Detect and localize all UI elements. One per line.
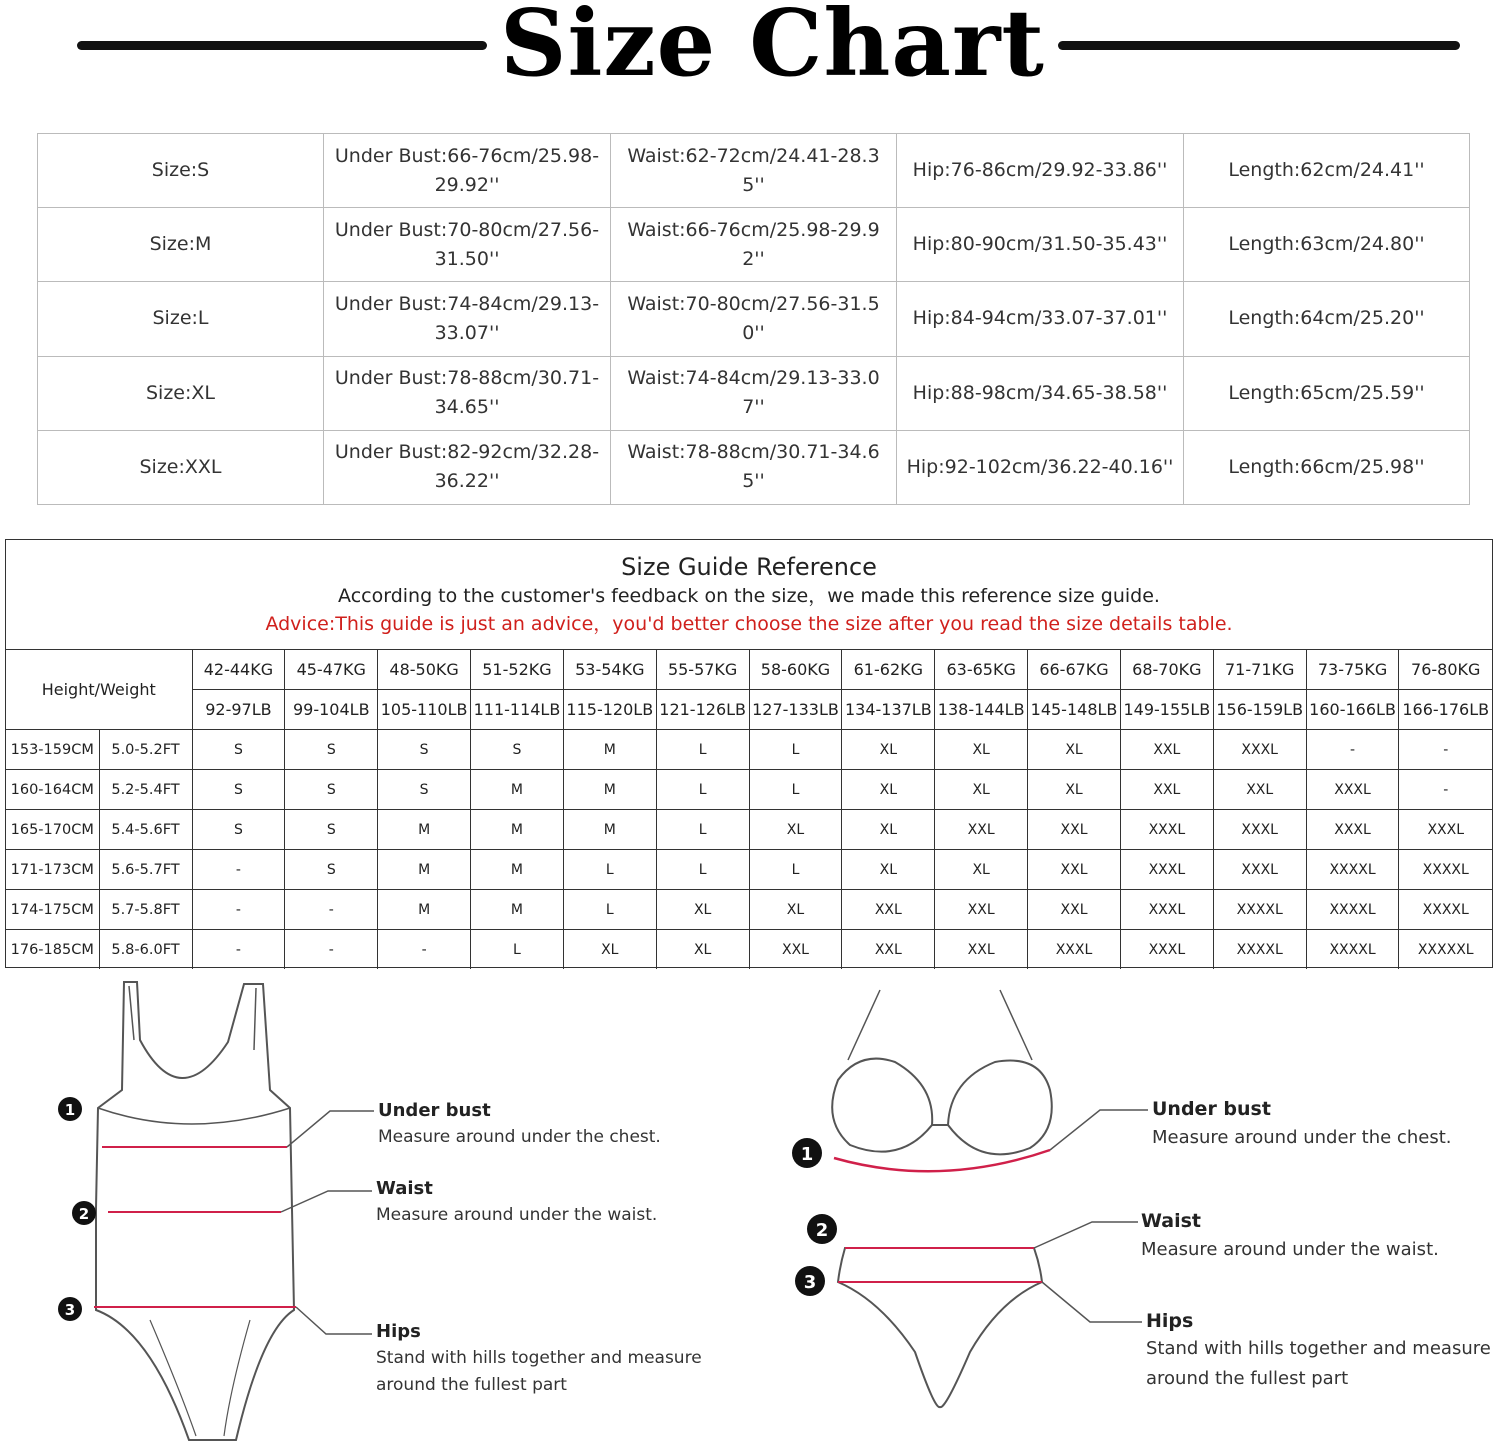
recommended-size-cell: XXL	[1120, 730, 1213, 770]
page-header	[0, 0, 1500, 100]
recommended-size-cell: XXL	[1120, 770, 1213, 810]
weight-kg-header: 73-75KG	[1306, 650, 1399, 690]
measurement-cell: Length:62cm/24.41''	[1184, 134, 1470, 208]
measurement-cell: Hip:92-102cm/36.22-40.16''	[897, 430, 1184, 504]
right-under-bust-label	[1152, 1096, 1451, 1153]
recommended-size-cell: -	[1306, 730, 1399, 770]
right-hips-title: Hips	[1146, 1310, 1194, 1332]
recommended-size-cell: M	[471, 810, 564, 850]
recommended-size-cell: L	[563, 850, 656, 890]
weight-lb-header: 92-97LB	[192, 690, 285, 730]
size-label-cell: Size:S	[38, 134, 324, 208]
height-ft-cell: 5.8-6.0FT	[99, 930, 192, 970]
recommended-size-cell: -	[285, 930, 378, 970]
recommended-size-cell: M	[563, 810, 656, 850]
size-guide-table	[6, 650, 1492, 969]
svg-text:1: 1	[64, 1101, 76, 1119]
weight-kg-header: 58-60KG	[749, 650, 842, 690]
measurement-cell: Under Bust:70-80cm/27.56-31.50''	[324, 208, 611, 282]
svg-text:3: 3	[64, 1301, 76, 1319]
recommended-size-cell: XXXL	[1120, 810, 1213, 850]
recommended-size-cell: L	[656, 810, 749, 850]
measurement-cell: Under Bust:74-84cm/29.13-33.07''	[324, 282, 611, 356]
recommended-size-cell: XL	[842, 850, 935, 890]
recommended-size-cell: -	[1399, 730, 1492, 770]
weight-lb-header: 138-144LB	[935, 690, 1028, 730]
weight-lb-header: 149-155LB	[1120, 690, 1213, 730]
right-under-bust-leader	[1050, 1110, 1148, 1150]
weight-kg-row	[6, 650, 1492, 690]
height-cm-cell: 174-175CM	[6, 890, 99, 930]
weight-kg-header: 42-44KG	[192, 650, 285, 690]
recommended-size-cell: XXXL	[1120, 890, 1213, 930]
svg-text:1: 1	[800, 1144, 814, 1165]
weight-lb-header: 156-159LB	[1213, 690, 1306, 730]
recommended-size-cell: L	[749, 850, 842, 890]
recommended-size-cell: XL	[1028, 770, 1121, 810]
right-waist-title: Waist	[1141, 1210, 1202, 1232]
measurement-cell: Length:63cm/24.80''	[1184, 208, 1470, 282]
height-cm-cell: 160-164CM	[6, 770, 99, 810]
left-waist-label	[376, 1176, 657, 1229]
right-under-bust-desc: Measure around under the chest.	[1152, 1127, 1452, 1148]
size-guide-subtitle: According to the customer's feedback on the size，we made this reference size guide.	[338, 585, 1160, 607]
recommended-size-cell: XXXL	[1028, 930, 1121, 970]
recommended-size-cell: XL	[842, 770, 935, 810]
measurement-cell: Waist:66-76cm/25.98-29.92''	[611, 208, 897, 282]
recommended-size-cell: XXXXL	[1399, 850, 1492, 890]
weight-lb-header: 115-120LB	[563, 690, 656, 730]
height-ft-cell: 5.0-5.2FT	[99, 730, 192, 770]
right-waist-leader	[1034, 1222, 1138, 1248]
recommended-size-cell: M	[378, 890, 471, 930]
size-guide-row	[6, 770, 1492, 810]
recommended-size-cell: XXL	[1213, 770, 1306, 810]
recommended-size-cell: XL	[935, 770, 1028, 810]
left-waist-desc: Measure around under the waist.	[376, 1205, 658, 1225]
recommended-size-cell: XXXL	[1306, 770, 1399, 810]
weight-kg-header: 51-52KG	[471, 650, 564, 690]
marker-2-right	[807, 1214, 837, 1244]
marker-2-left	[72, 1201, 96, 1225]
weight-lb-header: 99-104LB	[285, 690, 378, 730]
recommended-size-cell: S	[192, 810, 285, 850]
recommended-size-cell: S	[378, 770, 471, 810]
left-waist-title: Waist	[376, 1178, 433, 1199]
left-hips-title: Hips	[376, 1321, 421, 1342]
recommended-size-cell: XL	[749, 890, 842, 930]
measurement-cell: Length:66cm/25.98''	[1184, 430, 1470, 504]
size-guide-row	[6, 890, 1492, 930]
size-table-row	[38, 430, 1470, 504]
recommended-size-cell: XXL	[842, 890, 935, 930]
weight-lb-header: 166-176LB	[1399, 690, 1492, 730]
recommended-size-cell: XXL	[935, 890, 1028, 930]
recommended-size-cell: S	[285, 850, 378, 890]
recommended-size-cell: XXXXL	[1306, 930, 1399, 970]
right-hips-label	[1146, 1308, 1491, 1394]
recommended-size-cell: -	[192, 890, 285, 930]
svg-text:2: 2	[78, 1205, 90, 1223]
recommended-size-cell: -	[192, 930, 285, 970]
size-table-row	[38, 208, 1470, 282]
recommended-size-cell: XXXXL	[1306, 850, 1399, 890]
measurement-cell: Hip:88-98cm/34.65-38.58''	[897, 356, 1184, 430]
size-guide-title: Size Guide Reference	[621, 553, 877, 581]
recommended-size-cell: XL	[935, 730, 1028, 770]
recommended-size-cell: XXXL	[1213, 850, 1306, 890]
measurement-cell: Under Bust:66-76cm/25.98-29.92''	[324, 134, 611, 208]
measurement-cell: Under Bust:82-92cm/32.28-36.22''	[324, 430, 611, 504]
recommended-size-cell: L	[656, 770, 749, 810]
svg-text:3: 3	[803, 1272, 817, 1293]
right-hips-leader	[1042, 1282, 1142, 1322]
recommended-size-cell: XXXL	[1399, 810, 1492, 850]
recommended-size-cell: S	[285, 770, 378, 810]
recommended-size-cell: S	[471, 730, 564, 770]
recommended-size-cell: M	[378, 850, 471, 890]
recommended-size-cell: M	[471, 850, 564, 890]
recommended-size-cell: XXXXL	[1399, 890, 1492, 930]
weight-lb-header: 105-110LB	[378, 690, 471, 730]
weight-lb-header: 111-114LB	[471, 690, 564, 730]
recommended-size-cell: XL	[1028, 730, 1121, 770]
recommended-size-cell: XXL	[935, 810, 1028, 850]
height-weight-corner: Height/Weight	[6, 650, 192, 730]
recommended-size-cell: M	[378, 810, 471, 850]
height-ft-cell: 5.2-5.4FT	[99, 770, 192, 810]
recommended-size-cell: XXL	[749, 930, 842, 970]
recommended-size-cell: XXXXL	[1213, 930, 1306, 970]
recommended-size-cell: S	[285, 810, 378, 850]
recommended-size-cell: XL	[842, 730, 935, 770]
marker-1-right	[792, 1138, 822, 1168]
recommended-size-cell: L	[471, 930, 564, 970]
measurement-cell: Waist:70-80cm/27.56-31.50''	[611, 282, 897, 356]
marker-3-left	[58, 1297, 82, 1321]
left-hips-desc-1: Stand with hills together and measure	[376, 1348, 702, 1368]
recommended-size-cell: XL	[935, 850, 1028, 890]
weight-kg-header: 63-65KG	[935, 650, 1028, 690]
recommended-size-cell: L	[563, 890, 656, 930]
recommended-size-cell: S	[192, 770, 285, 810]
left-hips-label	[376, 1319, 702, 1399]
recommended-size-cell: M	[563, 730, 656, 770]
recommended-size-cell: XXXXL	[1213, 890, 1306, 930]
size-table-row	[38, 356, 1470, 430]
right-under-bust-title: Under bust	[1152, 1098, 1271, 1120]
size-guide-header	[6, 540, 1492, 650]
recommended-size-cell: XXXL	[1213, 810, 1306, 850]
measurement-cell: Hip:80-90cm/31.50-35.43''	[897, 208, 1184, 282]
recommended-size-cell: S	[378, 730, 471, 770]
weight-kg-header: 68-70KG	[1120, 650, 1213, 690]
weight-kg-header: 48-50KG	[378, 650, 471, 690]
marker-3-right	[795, 1266, 825, 1296]
recommended-size-cell: XL	[749, 810, 842, 850]
height-cm-cell: 153-159CM	[6, 730, 99, 770]
size-guide-row	[6, 850, 1492, 890]
weight-kg-header: 71-71KG	[1213, 650, 1306, 690]
recommended-size-cell: XXXL	[1306, 810, 1399, 850]
weight-kg-header: 45-47KG	[285, 650, 378, 690]
measurement-cell: Hip:76-86cm/29.92-33.86''	[897, 134, 1184, 208]
recommended-size-cell: L	[749, 770, 842, 810]
left-hips-leader	[296, 1307, 372, 1334]
recommended-size-cell: -	[378, 930, 471, 970]
size-guide-row	[6, 810, 1492, 850]
weight-lb-header: 121-126LB	[656, 690, 749, 730]
right-waist-label	[1141, 1208, 1439, 1265]
size-guide-row	[6, 930, 1492, 970]
size-table	[37, 133, 1470, 505]
recommended-size-cell: XXL	[842, 930, 935, 970]
weight-kg-header: 53-54KG	[563, 650, 656, 690]
size-guide-row	[6, 730, 1492, 770]
measurement-cell: Under Bust:78-88cm/30.71-34.65''	[324, 356, 611, 430]
height-cm-cell: 165-170CM	[6, 810, 99, 850]
measurement-cell: Waist:74-84cm/29.13-33.07''	[611, 356, 897, 430]
header-rule-right	[1058, 41, 1460, 50]
size-table-row	[38, 282, 1470, 356]
height-cm-cell: 171-173CM	[6, 850, 99, 890]
measurement-cell: Waist:62-72cm/24.41-28.35''	[611, 134, 897, 208]
left-under-bust-leader	[287, 1111, 374, 1147]
recommended-size-cell: -	[192, 850, 285, 890]
weight-lb-row	[6, 690, 1492, 730]
height-ft-cell: 5.4-5.6FT	[99, 810, 192, 850]
recommended-size-cell: XL	[656, 890, 749, 930]
measurement-cell: Waist:78-88cm/30.71-34.65''	[611, 430, 897, 504]
header-rule-left	[77, 41, 487, 50]
recommended-size-cell: XL	[656, 930, 749, 970]
marker-1-left	[58, 1097, 82, 1121]
left-waist-leader	[281, 1191, 372, 1212]
right-hips-desc-2: around the fullest part	[1146, 1368, 1349, 1389]
recommended-size-cell: L	[656, 850, 749, 890]
size-label-cell: Size:XL	[38, 356, 324, 430]
measurement-cell: Length:65cm/25.59''	[1184, 356, 1470, 430]
weight-kg-header: 55-57KG	[656, 650, 749, 690]
recommended-size-cell: XXXL	[1213, 730, 1306, 770]
recommended-size-cell: L	[749, 730, 842, 770]
recommended-size-cell: S	[285, 730, 378, 770]
left-under-bust-desc: Measure around under the chest.	[378, 1127, 661, 1147]
right-hips-desc-1: Stand with hills together and measure	[1146, 1338, 1491, 1359]
size-guide-advice: Advice:This guide is just an advice，you'd better choose the size after you read the size details table.	[265, 613, 1233, 635]
size-guide	[5, 539, 1493, 968]
page-title: Size Chart	[500, 0, 1045, 97]
recommended-size-cell: XXL	[1028, 850, 1121, 890]
recommended-size-cell: XXXXL	[1306, 890, 1399, 930]
weight-kg-header: 61-62KG	[842, 650, 935, 690]
recommended-size-cell: XXXXXL	[1399, 930, 1492, 970]
height-cm-cell: 176-185CM	[6, 930, 99, 970]
size-label-cell: Size:XXL	[38, 430, 324, 504]
size-label-cell: Size:L	[38, 282, 324, 356]
bikini-illustration	[832, 990, 1052, 1407]
weight-lb-header: 160-166LB	[1306, 690, 1399, 730]
height-ft-cell: 5.6-5.7FT	[99, 850, 192, 890]
recommended-size-cell: M	[471, 890, 564, 930]
recommended-size-cell: XL	[842, 810, 935, 850]
weight-lb-header: 127-133LB	[749, 690, 842, 730]
recommended-size-cell: S	[192, 730, 285, 770]
recommended-size-cell: -	[1399, 770, 1492, 810]
recommended-size-cell: XXXL	[1120, 850, 1213, 890]
svg-text:2: 2	[815, 1220, 829, 1241]
left-under-bust-title: Under bust	[378, 1100, 491, 1121]
recommended-size-cell: XXXL	[1120, 930, 1213, 970]
left-under-bust-label	[378, 1098, 661, 1151]
weight-kg-header: 66-67KG	[1028, 650, 1121, 690]
recommended-size-cell: M	[563, 770, 656, 810]
size-table-row	[38, 134, 1470, 208]
recommended-size-cell: XL	[563, 930, 656, 970]
recommended-size-cell: -	[285, 890, 378, 930]
weight-lb-header: 134-137LB	[842, 690, 935, 730]
measurement-cell: Length:64cm/25.20''	[1184, 282, 1470, 356]
height-ft-cell: 5.7-5.8FT	[99, 890, 192, 930]
recommended-size-cell: XXL	[1028, 890, 1121, 930]
recommended-size-cell: XXL	[935, 930, 1028, 970]
recommended-size-cell: M	[471, 770, 564, 810]
recommended-size-cell: L	[656, 730, 749, 770]
right-under-bust-curve	[834, 1150, 1050, 1171]
weight-lb-header: 145-148LB	[1028, 690, 1121, 730]
measurement-cell: Hip:84-94cm/33.07-37.01''	[897, 282, 1184, 356]
recommended-size-cell: XXL	[1028, 810, 1121, 850]
right-waist-desc: Measure around under the waist.	[1141, 1239, 1439, 1260]
size-label-cell: Size:M	[38, 208, 324, 282]
left-hips-desc-2: around the fullest part	[376, 1375, 567, 1395]
weight-kg-header: 76-80KG	[1399, 650, 1492, 690]
